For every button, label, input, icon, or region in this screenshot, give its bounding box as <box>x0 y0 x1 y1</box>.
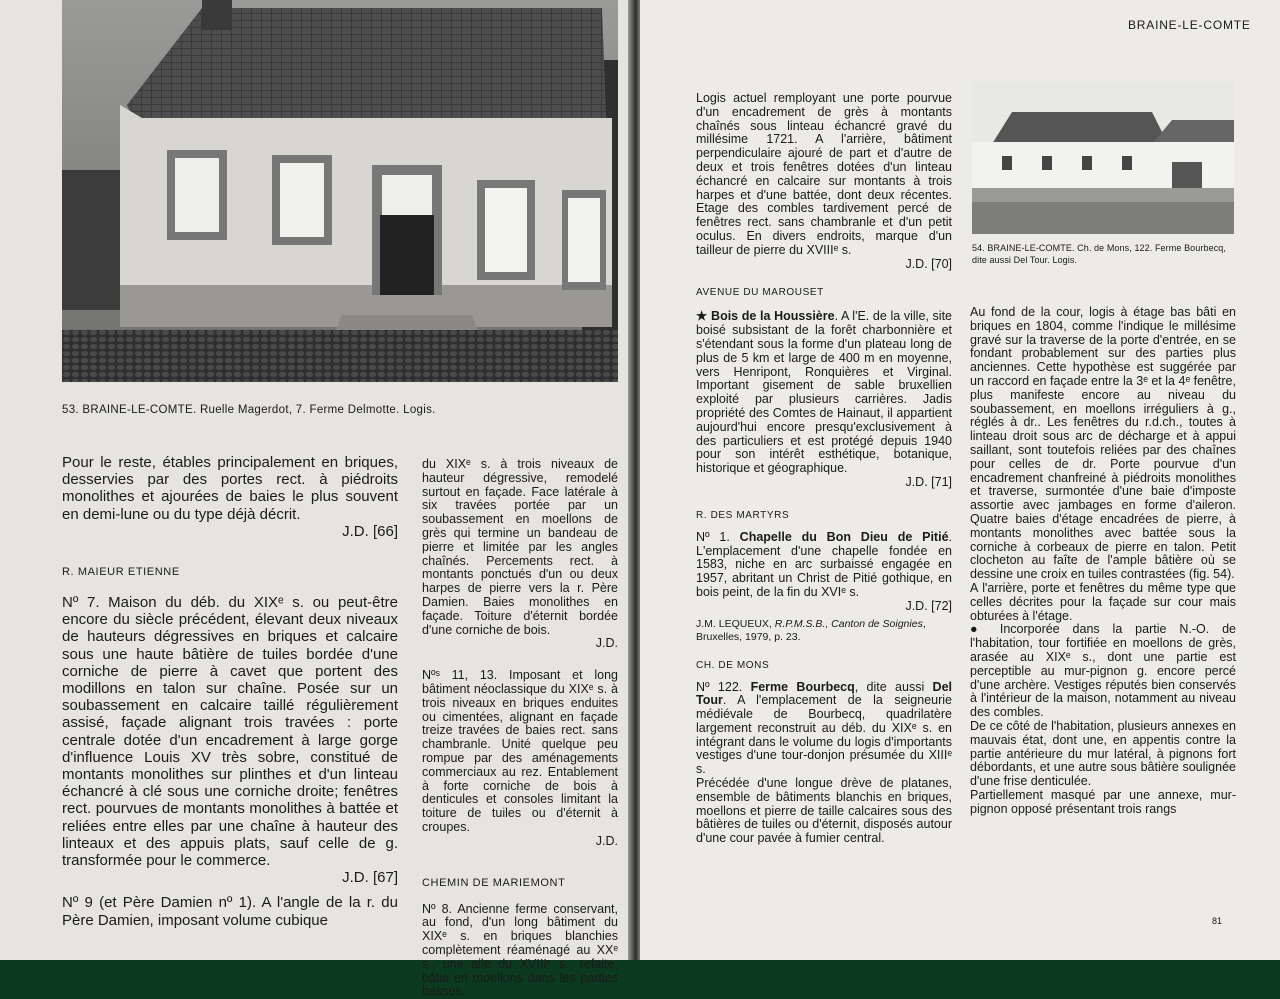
entry-no8: Nº 8. Ancienne ferme conservant, au fond, d'un long bâtiment du XIXᵉ s. en briques blanchies complètement réaménagé au XXᵉ s., une aile du XVIIIᵉ s., refaite, bâtie en moellons dans les parties basses. <box>422 901 618 999</box>
section-heading: R. MAIEUR ETIENNE <box>62 566 180 579</box>
paragraph-mur-pignon: Partiellement masqué par une annexe, mur-pignon opposé présentant trois rangs <box>970 787 1236 816</box>
paragraph-annexes: De ce côté de l'habitation, plusieurs annexes en mauvais état, dont une, en appentis contre la partie antérieure du mur latéral, à pignons fort débordants, et une autre sous bâtière soulignée d'une frise denticulée. <box>970 718 1236 789</box>
right-column-2 <box>970 306 1236 816</box>
entry-no9-continued: du XIXᵉ s. à trois niveaux de hauteur dégressive, remodelé surtout en façade. Face latérale à six travées portée par un soubassement en moellons de grès qui termine un bandeau de pierre et limitée par les angles chaînés. Percements rect. à montants ponctués d'un ou deux harpes de pierre vers la r. Père Damien. Baies monolithes en façade. Toiture d'éternit bordée d'une corniche de bois. <box>422 457 618 637</box>
left-page <box>0 0 630 999</box>
signature: J.D. [66] <box>342 522 398 540</box>
entry-no7: Nº 7. Maison du déb. du XIXᵉ s. ou peut-être encore du siècle précédent, élevant deux niveaux de hauteurs dégressives en briques et calcaire sous une haute bâtière de tuiles bordée d'une corniche de pierre à cavet que portent des modillons en talon sur chaîne. Posée sur un soubassement en calcaire taillé régulièrement assisé, façade alignant trois travées : porte centrale dotée d'un encadrement à large gorge d'influence Louis XV très sobre, constitué de montants monolithes sur plinthes et d'un linteau échancré à clé sous une corniche droite; fenêtres rect. pourvues de montants monolithes à battée et reliées entre elles par une chaîne à hauteur des linteaux et des appuis plats, sauf celle de g. transformée pour le commerce. <box>62 594 398 870</box>
entry-chapelle: Nº 1. Chapelle du Bon Dieu de Pitié. L'emplacement d'une chapelle fondée en 1583, niche en arc surbaissé engagée en 1957, abritant un Christ de Pitié gothique, en bois peint, de la fin du XVIᵉ s. <box>696 529 953 599</box>
section-heading: R. DES MARTYRS <box>696 509 790 521</box>
entry-title: Ferme Bourbecq <box>750 679 855 694</box>
signature: J.D. [67] <box>342 869 398 887</box>
left-column-2 <box>422 458 618 999</box>
entry-no11-13: Nºˢ 11, 13. Imposant et long bâtiment néoclassique du XIXᵉ s. à trois niveaux en briques enduites ou cimentées, alignant en façade treize travées de baies rect. sans chambranle. Unité quelque peu rompue par des aménagements commerciaux au rez. Entablement à forte corniche de bois à denticules et consoles limitant la toiture de tuiles ou d'éternit à croupes. <box>422 668 618 834</box>
signature: J.D. [70] <box>905 256 952 271</box>
entry-no122-continued: Précédée d'une longue drève de platanes, ensemble de bâtiments blanchis en briques, moellons et pierre de taille calcaires sous des bâtières de tuiles ou d'éternit, disposés autour d'une cour pavée à fumier central. <box>696 776 952 846</box>
signature: J.D. <box>595 636 618 651</box>
photo-ferme-delmotte <box>62 0 618 382</box>
section-heading: CH. DE MONS <box>696 659 770 671</box>
photo-caption: 54. BRAINE-LE-COMTE. Ch. de Mons, 122. Ferme Bourbecq, dite aussi Del Tour. Logis. <box>972 243 1226 265</box>
entry-no9: Nº 9 (et Père Damien nº 1). A l'angle de la r. du Père Damien, imposant volume cubique <box>62 894 398 929</box>
entry-title: ★ Bois de la Houssière <box>696 309 835 324</box>
left-column-1 <box>62 454 398 929</box>
right-page <box>640 0 1280 960</box>
paragraph-logis-cour: Au fond de la cour, logis à étage bas bâti en briques en 1804, comme l'indique le millésime gravé sur la traverse de la porte d'entrée, en se fondant probablement sur des parties plus anciennes. Cette hypothèse est suggérée par un raccord en façade entre la 3ᵉ et la 4ᵉ fenêtre, plus manifeste encore au niveau du soubassement, en moellons irréguliers à g., réglés à dr.. Les fenêtres du r.d.ch., toutes à linteau droit sous arc de décharge et à appui saillant, sont toutefois reliées par des chaînes pour celles de dr. Porte pourvue d'un encadrement chanfreiné à piédroits monolithes et traverse, surmontée d'une baie d'imposte assortie avec jambages en forme d'aileron. Quatre baies d'étage encadrées de pierre, à montants monolithes avec battée sous la corniche à corbeaux de pierre en talon. Petit clocheton au faîte de l'ample bâtière où se dessine une croix en tuiles contrastées (fig. 54). <box>970 305 1236 582</box>
entry-no122: Nº 122. Ferme Bourbecq, dite aussi Del Tour. A l'emplacement de la seigneurie médiévale de Bourbecq, quadrilatère largement reconstruit au déb. du XIXᵉ s. en intégrant dans le volume du logis d'importants vestiges d'une tour-donjon présumée du XIIIᵉ s. <box>696 679 952 777</box>
bibliographic-reference: J.M. LEQUEUX, R.P.M.S.B., Canton de Soignies, Bruxelles, 1979, p. 23. <box>696 617 926 643</box>
intro-paragraph: Pour le reste, étables principalement en briques, desservies par des portes rect. à piédroits monolithes et ajourées de baies le plus souvent en demi-lune ou du type déjà décrit. <box>62 454 398 523</box>
entry-bois-houssiere: ★ Bois de la Houssière. A l'E. de la ville, site boisé subsistant de la forêt charbonnière et s'étendant sous la forme d'un plateau long de plus de 5 km et large de 400 m en moyenne, vers Henripont, Ronquières et Virginal. Important gisement de sable bruxellien exploité par plusieurs carrières. Jadis propriété des Comtes de Hainaut, il appartient aujourd'hui encore presqu'exclusivement à des particuliers et est protégé depuis 1940 pour son intérêt esthétique, botanique, historique et géographique. <box>696 309 952 476</box>
photo-ferme-bourbecq <box>972 82 1234 234</box>
page-number: 81 <box>1212 916 1223 926</box>
entry-title: Chapelle du Bon Dieu de Pitié <box>739 529 949 544</box>
entry-title-alt: Del Tour <box>696 679 952 708</box>
paragraph-tour-fortifiee: ● Incorporée dans la partie N.-O. de l'habitation, tour fortifiée en moellons de grès, arasée au XIXᵉ s., dont une partie est perceptible au mur-pignon g. encore percé d'une archère. Vestiges réputés bien conservés à l'intérieur de la maison, notamment au niveau des combles. <box>970 622 1236 720</box>
running-header: BRAINE-LE-COMTE <box>1128 18 1251 32</box>
paragraph-arriere: A l'arrière, porte et fenêtres du même type que celles décrites pour la façade sur cour mais obturées à l'étage. <box>970 580 1236 623</box>
signature: J.D. [71] <box>905 474 952 489</box>
signature: J.D. [72] <box>905 598 952 613</box>
right-column-1 <box>696 92 952 846</box>
photo-caption: 53. BRAINE-LE-COMTE. Ruelle Magerdot, 7. Ferme Delmotte. Logis. <box>62 404 436 416</box>
signature: J.D. <box>595 833 618 848</box>
section-heading: CHEMIN DE MARIEMONT <box>422 876 566 889</box>
entry-logis: Logis actuel remployant une porte pourvue d'un encadrement de grès à montants chaînés sous linteau échancré gravé du millésime 1721. A l'arrière, bâtiment perpendiculaire ajouré de part et d'autre de deux et trois fenêtres dotées d'un linteau échancré en calcaire sur montants à trois harpes et d'une battée, dont deux récentes. Etage des combles tardivement percé de fenêtres rect. sans chambranle et d'un petit oculus. En divers endroits, marque d'un tailleur de pierre du XVIIIᵉ s. <box>696 91 952 257</box>
section-heading: AVENUE DU MAROUSET <box>696 287 824 299</box>
